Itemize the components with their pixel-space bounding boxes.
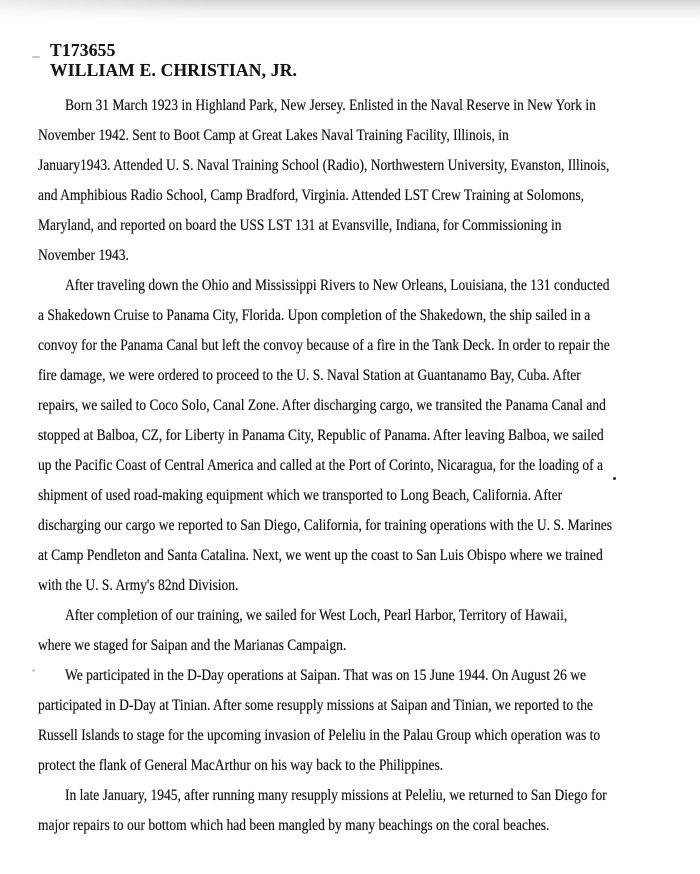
paragraph bbox=[38, 661, 688, 781]
text-line: repairs, we sailed to Coco Solo, Canal Zone. After discharging cargo, we transited the Panama Canal and bbox=[38, 397, 606, 414]
scan-speck bbox=[32, 669, 35, 672]
text-line: discharging our cargo we reported to San Diego, California, for training operations with the U. S. Marines bbox=[38, 517, 612, 534]
text-line: Russell Islands to stage for the upcoming invasion of Peleliu in the Palau Group which operation was to bbox=[38, 727, 601, 744]
text-line: stopped at Balboa, CZ, for Liberty in Panama City, Republic of Panama. After leaving Balboa, we sailed bbox=[38, 427, 604, 444]
text-line: fire damage, we were ordered to proceed to the U. S. Naval Station at Guantanamo Bay, Cuba. After bbox=[38, 367, 581, 384]
text-line: a Shakedown Cruise to Panama City, Florida. Upon completion of the Shakedown, the ship sailed in a bbox=[38, 307, 591, 324]
text-line: Born 31 March 1923 in Highland Park, New Jersey. Enlisted in the Naval Reserve in New York in bbox=[65, 97, 596, 114]
text-line: major repairs to our bottom which had been mangled by many beachings on the coral beaches. bbox=[38, 817, 550, 834]
scan-speck bbox=[32, 56, 40, 58]
text-line: In late January, 1945, after running many resupply missions at Peleliu, we returned to San Diego for bbox=[65, 787, 607, 804]
text-line: where we staged for Saipan and the Marianas Campaign. bbox=[38, 637, 347, 654]
text-line: with the U. S. Army's 82nd Division. bbox=[38, 577, 239, 594]
text-line: shipment of used road-making equipment which we transported to Long Beach, California. After bbox=[38, 487, 563, 504]
text-line: at Camp Pendleton and Santa Catalina. Next, we went up the coast to San Luis Obispo where we trained bbox=[38, 547, 603, 564]
text-line: After completion of our training, we sailed for West Loch, Pearl Harbor, Territory of Hawaii, bbox=[65, 607, 568, 624]
text-line: protect the flank of General MacArthur on his way back to the Philippines. bbox=[38, 757, 444, 774]
paragraph bbox=[38, 601, 688, 661]
text-line: Maryland, and reported on board the USS LST 131 at Evansville, Indiana, for Commissioning in bbox=[38, 217, 562, 234]
text-line: participated in D-Day at Tinian. After some resupply missions at Saipan and Tinian, we reported to the bbox=[38, 697, 593, 714]
text-line: November 1942. Sent to Boot Camp at Great Lakes Naval Training Facility, Illinois, in bbox=[38, 127, 509, 144]
scan-shadow-top bbox=[0, 0, 700, 26]
document-header bbox=[50, 40, 297, 80]
text-line: After traveling down the Ohio and Mississippi Rivers to New Orleans, Louisiana, the 131 conducted bbox=[65, 277, 610, 294]
text-line: and Amphibious Radio School, Camp Bradford, Virginia. Attended LST Crew Training at Solomons, bbox=[38, 187, 584, 204]
paragraph bbox=[38, 91, 688, 271]
paragraph bbox=[38, 781, 688, 841]
text-line: January1943. Attended U. S. Naval Training School (Radio), Northwestern University, Evanston, Illinois, bbox=[38, 157, 610, 174]
author-name: WILLIAM E. CHRISTIAN, JR. bbox=[50, 60, 298, 80]
text-line: convoy for the Panama Canal but left the convoy because of a fire in the Tank Deck. In order to repair the bbox=[38, 337, 610, 354]
text-line: We participated in the D-Day operations at Saipan. That was on 15 June 1944. On August 26 we bbox=[65, 667, 586, 684]
document-body bbox=[38, 91, 688, 841]
text-line: November 1943. bbox=[38, 247, 129, 264]
doc-number: T173655 bbox=[50, 40, 116, 60]
text-line: up the Pacific Coast of Central America and called at the Port of Corinto, Nicaragua, for the loading of a bbox=[38, 457, 604, 474]
paragraph bbox=[38, 271, 688, 601]
